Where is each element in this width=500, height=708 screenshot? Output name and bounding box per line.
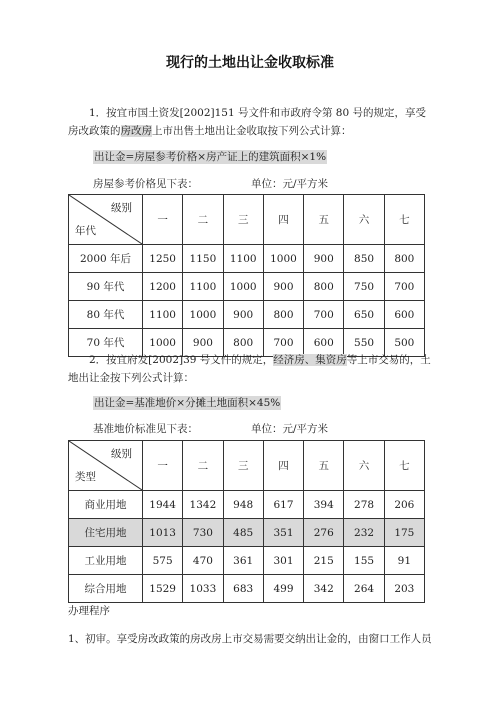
table-cell: 1100 — [183, 273, 223, 301]
table-cell: 550 — [344, 329, 384, 357]
corner-bottom-label: 年代 — [75, 225, 96, 237]
table-cell: 232 — [344, 519, 384, 547]
table-row — [69, 575, 425, 603]
table-header-row — [69, 441, 425, 491]
column-header: 一 — [143, 195, 183, 245]
table-cell: 750 — [344, 273, 384, 301]
table-cell: 276 — [304, 519, 344, 547]
table-cell: 175 — [384, 519, 424, 547]
column-header: 三 — [223, 195, 263, 245]
row-label: 工业用地 — [69, 547, 143, 575]
table-cell: 800 — [263, 301, 303, 329]
table-cell: 203 — [384, 575, 424, 603]
table-cell: 361 — [223, 547, 263, 575]
corner-bottom-label: 类型 — [75, 471, 96, 483]
table-cell: 1944 — [143, 491, 183, 519]
table-cell: 1013 — [143, 519, 183, 547]
table-row-highlighted — [69, 519, 425, 547]
table-cell: 650 — [344, 301, 384, 329]
section2-text-after: 等上市交易的，土地出让金按下列公式计算： — [68, 354, 431, 384]
table-cell: 600 — [384, 301, 424, 329]
table-row — [69, 273, 425, 301]
table-cell: 1033 — [183, 575, 223, 603]
table-cell: 800 — [304, 273, 344, 301]
section2-formula: 出让金=基准地价×分摊土地面积×45% — [94, 397, 281, 409]
column-header: 六 — [344, 441, 384, 491]
section1-highlight: 房改房 — [120, 125, 152, 137]
table-cell: 1529 — [143, 575, 183, 603]
procedure-heading: 办理程序 — [68, 605, 110, 617]
table-cell: 499 — [263, 575, 303, 603]
table-cell: 730 — [183, 519, 223, 547]
table-cell: 1000 — [183, 301, 223, 329]
table-cell: 1100 — [223, 245, 263, 273]
table-cell: 206 — [384, 491, 424, 519]
corner-top-label: 级别 — [111, 448, 132, 460]
table-header-row — [69, 195, 425, 245]
column-header: 五 — [304, 195, 344, 245]
section2-highlight: 经济房、集资房 — [273, 354, 347, 366]
column-header: 一 — [143, 441, 183, 491]
section1-formula: 出让金=房屋参考价格×房产证上的建筑面积×1% — [94, 151, 327, 163]
table-cell: 1150 — [183, 245, 223, 273]
row-label: 综合用地 — [69, 575, 143, 603]
section1-paragraph — [68, 104, 432, 140]
corner-top-label: 级别 — [111, 202, 132, 214]
row-label: 80 年代 — [69, 301, 143, 329]
procedure-step-1: 1、初审。享受房改政策的房改房上市交易需要交纳出让金的，由窗口工作人员 — [68, 633, 432, 645]
table-row — [69, 491, 425, 519]
table-cell: 301 — [263, 547, 303, 575]
table-cell: 900 — [304, 245, 344, 273]
table-cell: 600 — [304, 329, 344, 357]
table-row — [69, 245, 425, 273]
section1-text-after: 上市出售土地出让金收取按下列公式计算： — [152, 125, 352, 137]
section2-caption-text: 基准地价标准见下表： — [93, 423, 198, 435]
column-header: 六 — [344, 195, 384, 245]
table-cell: 1342 — [183, 491, 223, 519]
column-header: 二 — [183, 195, 223, 245]
section1-caption-text: 房屋参考价格见下表： — [93, 178, 198, 190]
section2-caption — [93, 421, 329, 436]
base-land-price-table — [68, 440, 425, 603]
table-cell: 215 — [304, 547, 344, 575]
column-header: 四 — [263, 195, 303, 245]
column-header: 五 — [304, 441, 344, 491]
table-cell: 351 — [263, 519, 303, 547]
table-cell: 470 — [183, 547, 223, 575]
table-cell: 800 — [223, 329, 263, 357]
table-corner-cell — [69, 195, 143, 245]
table-cell: 900 — [263, 273, 303, 301]
section2-text-before: 2．按宜府发[2002]39 号文件的规定， — [89, 354, 274, 366]
table-cell: 683 — [223, 575, 263, 603]
table-cell: 1250 — [143, 245, 183, 273]
table-cell: 700 — [263, 329, 303, 357]
column-header: 七 — [384, 195, 424, 245]
table-cell: 1000 — [143, 329, 183, 357]
table-cell: 1200 — [143, 273, 183, 301]
table-cell: 1000 — [223, 273, 263, 301]
table-cell: 264 — [344, 575, 384, 603]
table-row — [69, 547, 425, 575]
table-cell: 394 — [304, 491, 344, 519]
table-cell: 1100 — [143, 301, 183, 329]
row-label: 70 年代 — [69, 329, 143, 357]
column-header: 四 — [263, 441, 303, 491]
table-cell: 485 — [223, 519, 263, 547]
document-title: 现行的土地出让金收取标准 — [166, 55, 334, 71]
section1-text-before: 1．按宜市国土资发[2002]151 号文件和市政府令第 80 号的规定，享受房改政策的 — [68, 107, 427, 137]
row-label: 商业用地 — [69, 491, 143, 519]
column-header: 三 — [223, 441, 263, 491]
table-cell: 700 — [304, 301, 344, 329]
table-cell: 850 — [344, 245, 384, 273]
table-cell: 900 — [223, 301, 263, 329]
table-cell: 800 — [384, 245, 424, 273]
column-header: 七 — [384, 441, 424, 491]
table-cell: 700 — [384, 273, 424, 301]
section1-unit: 单位：元/平方米 — [251, 178, 329, 190]
table-cell: 948 — [223, 491, 263, 519]
section2-paragraph — [68, 351, 432, 387]
row-label: 90 年代 — [69, 273, 143, 301]
table-cell: 91 — [384, 547, 424, 575]
table-row — [69, 301, 425, 329]
table-cell: 500 — [384, 329, 424, 357]
table-cell: 617 — [263, 491, 303, 519]
table-cell: 1000 — [263, 245, 303, 273]
row-label: 2000 年后 — [69, 245, 143, 273]
row-label: 住宅用地 — [69, 519, 143, 547]
table-cell: 278 — [344, 491, 384, 519]
section1-caption — [93, 176, 329, 191]
section2-unit: 单位：元/平方米 — [251, 423, 329, 435]
table-cell: 155 — [344, 547, 384, 575]
table-cell: 342 — [304, 575, 344, 603]
column-header: 二 — [183, 441, 223, 491]
table-cell: 575 — [143, 547, 183, 575]
reference-price-table — [68, 194, 425, 357]
table-corner-cell — [69, 441, 143, 491]
table-cell: 900 — [183, 329, 223, 357]
